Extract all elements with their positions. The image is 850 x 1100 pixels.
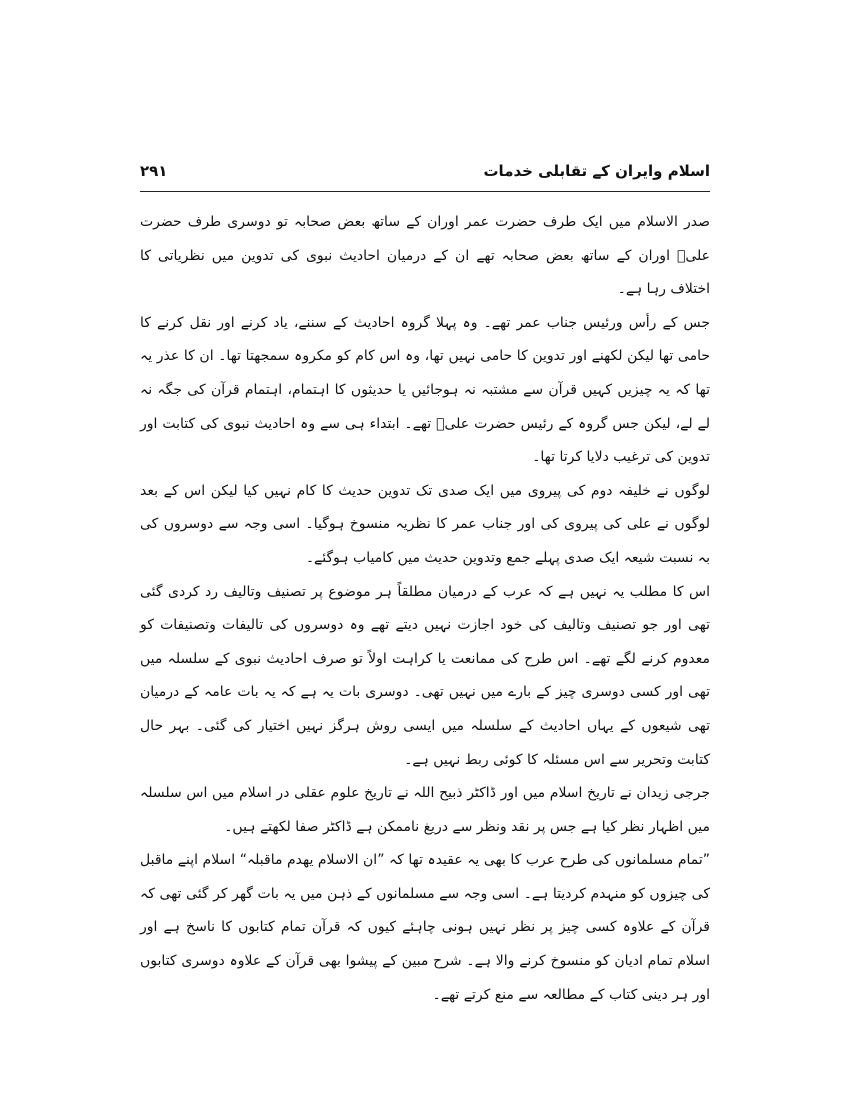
body-text <box>140 206 710 1012</box>
paragraph: جرجی زیدان نے تاریخ اسلام میں اور ڈاکٹر ذبیح اللہ نے تاریخ علوم عقلی در اسلام میں اس سلسلہ میں اظہار نظر کیا ہے جس پر نقد ونظر سے دریغ ناممکن ہے ڈاکٹر صفا لکھتے ہیں۔ <box>140 785 710 835</box>
paragraph: اس کا مطلب یہ نہیں ہے کہ عرب کے درمیان مطلقاً ہر موضوع پر تصنیف وتالیف رد کردی گئی تھی اور جو تصنیف وتالیف کی خود اجازت نہیں دیتے تھے وہ دوسروں کی تالیفات وتصنیفات کو معدوم کرنے لگے تھے۔ اس طرح کی ممانعت یا کراہت اولاً تو صرف احادیث نبوی کے سلسلہ میں تھی اور کسی دوسری چیز کے بارے میں نہیں تھی۔ دوسری بات یہ ہے کہ یہ بات عامہ کے درمیان تھی شیعوں کے یہاں احادیث کے سلسلہ میں ایسی روش ہرگز نہیں اختیار کی گئی۔ بہر حال کتابت وتحریر سے اس مسئلہ کا کوئی ربط نہیں ہے۔ <box>140 583 710 768</box>
paragraph: لوگوں نے خلیفہ دوم کی پیروی میں ایک صدی تک تدوین حدیث کا کام نہیں کیا لیکن اس کے بعد لوگوں نے علی کی پیروی کی اور جناب عمر کا نظریہ منسوخ ہوگیا۔ اسی وجہ سے دوسروں کی بہ نسبت شیعہ ایک صدی پہلے جمع وتدوین حدیث میں کامیاب ہوگئے۔ <box>140 482 710 566</box>
running-title: اسلام وایران کے تقابلی خدمات <box>483 162 710 180</box>
page-header <box>140 160 710 190</box>
paragraph: ”تمام مسلمانوں کی طرح عرب کا بھی یہ عقیدہ تھا کہ ”ان الاسلام یھدم ماقبلہ“ اسلام اپنے ماقبل کی چیزوں کو منہدم کردیتا ہے۔ اسی وجہ سے مسلمانوں کے ذہن میں یہ بات گھر کر گئی تھی کہ قرآن کے علاوہ کسی چیز پر نظر نہیں ہونی چاہئے کیوں کہ قرآن تمام کتابوں کا ناسخ ہے اور اسلام تمام ادیان کو منسوخ کرنے والا ہے۔ شرح مبین کے پیشوا بھی قرآن کے علاوہ دوسری کتابوں اور ہر دینی کتاب کے مطالعہ سے منع کرتے تھے۔ <box>140 852 710 1003</box>
paragraph: جس کے رأس ورئیس جناب عمر تھے۔ وہ پہلا گروہ احادیث کے سننے، یاد کرنے اور نقل کرنے کا حامی تھا لیکن لکھنے اور تدوین کا حامی نہیں تھا، وہ اس کام کو مکروہ سمجھتا تھا۔ ان کا عذر یہ تھا کہ یہ چیزیں کہیں قرآن سے مشتبہ نہ ہوجائیں یا حدیثوں کا اہتمام، اہتمام قرآن کی جگہ نہ لے لے، لیکن جس گروہ کے رئیس حضرت علیؑ تھے۔ ابتداء ہی سے وہ احادیث نبوی کی کتابت اور تدوین کی ترغیب دلایا کرتا تھا۔ <box>140 314 710 466</box>
header-rule <box>140 191 710 192</box>
paragraph: صدر الاسلام میں ایک طرف حضرت عمر اوران کے ساتھ بعض صحابہ تو دوسری طرف حضرت علیؑ اوران کے ساتھ بعض صحابہ تھے ان کے درمیان احادیث نبوی کی تدوین میں نظریاتی کا اختلاف رہا ہے۔ <box>140 214 710 298</box>
page-number: ٢٩١ <box>140 162 168 180</box>
